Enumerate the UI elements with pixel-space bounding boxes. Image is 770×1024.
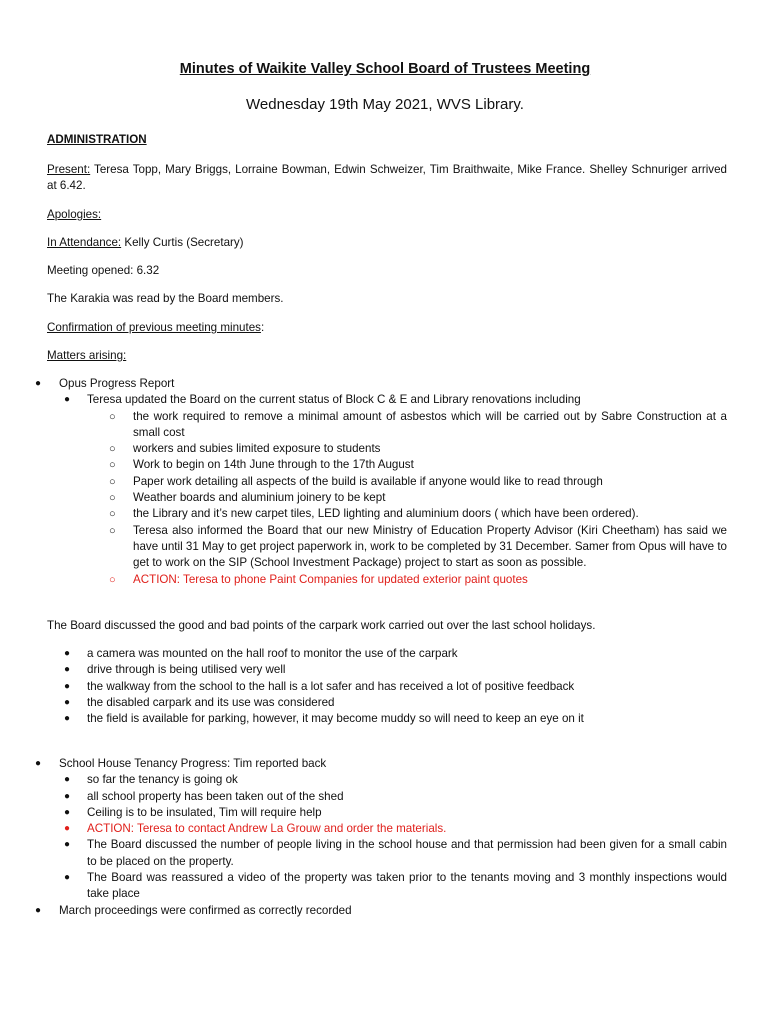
list-item: [41, 695, 727, 711]
bullet-icon: ●: [64, 839, 71, 851]
march-proceedings: March proceedings were confirmed as correctly recorded: [59, 903, 352, 917]
opus-item: the work required to remove a minimal amount of asbestos which will be carried out by Sabre Construction at a small cost: [133, 409, 727, 439]
attendance-label: In Attendance:: [47, 236, 122, 249]
bullet-icon: ●: [64, 664, 71, 676]
list-item: [41, 441, 727, 457]
present-paragraph: [47, 162, 727, 195]
opus-section: [35, 376, 727, 588]
list-item: [41, 457, 727, 473]
apologies-label: Apologies:: [47, 208, 102, 221]
attendance-text: Kelly Curtis (Secretary): [121, 236, 244, 249]
list-item: [41, 474, 727, 490]
opus-action-item: ACTION: Teresa to phone Paint Companies for updated exterior paint quotes: [133, 572, 528, 586]
administration-heading: ADMINISTRATION: [47, 133, 147, 146]
circle-bullet-icon: ○: [109, 459, 116, 472]
list-item: [41, 789, 727, 805]
circle-bullet-icon: ○: [109, 573, 116, 586]
circle-bullet-icon: ○: [109, 492, 116, 505]
opus-item: Weather boards and aluminium joinery to be kept: [133, 491, 386, 505]
document-title: Minutes of Waikite Valley School Board of Trustees Meeting: [179, 61, 591, 77]
tenancy-heading: School House Tenancy Progress: Tim reported back: [59, 757, 327, 770]
opus-item: Work to begin on 14th June through to the 17th August: [133, 458, 414, 472]
bullet-icon: ●: [64, 872, 71, 884]
tenancy-section: [35, 756, 727, 919]
tenancy-item: Ceiling is to be insulated, Tim will require help: [87, 805, 322, 819]
list-item: [41, 490, 727, 506]
confirmation-label: Confirmation of previous meeting minutes: [47, 321, 261, 334]
karakia-note: The Karakia was read by the Board members.: [47, 292, 284, 305]
opus-item: the Library and it’s new carpet tiles, LED lighting and aluminium doors ( which have been ordered).: [133, 507, 639, 521]
carpark-item: a camera was mounted on the hall roof to monitor the use of the carpark: [87, 647, 458, 660]
bullet-icon: ●: [64, 680, 71, 692]
bullet-icon: ●: [64, 790, 71, 802]
circle-bullet-icon: ○: [109, 475, 116, 488]
carpark-item: the field is available for parking, however, it may become muddy so will need to keep an eye on it: [87, 712, 584, 726]
list-item: [41, 409, 727, 442]
opus-item: workers and subies limited exposure to students: [133, 442, 381, 456]
confirmation-paragraph: [47, 320, 727, 336]
present-text: Teresa Topp, Mary Briggs, Lorraine Bowman, Edwin Schweizer, Tim Braithwaite, Mike France. Shelley Schnuriger arrived at 6.42.: [47, 163, 727, 193]
tenancy-item: The Board was reassured a video of the property was taken prior to the tenants moving and 3 monthly inspections would take place: [87, 871, 727, 901]
list-item: [41, 646, 727, 662]
list-item: [41, 772, 727, 788]
list-item: [41, 392, 727, 408]
meeting-date-subtitle: Wednesday 19th May 2021, WVS Library.: [246, 96, 524, 113]
list-item: [41, 711, 727, 727]
opus-update: Teresa updated the Board on the current status of Block C & E and Library renovations including: [87, 393, 581, 407]
circle-bullet-icon: ○: [109, 508, 116, 521]
bullet-icon: ●: [64, 823, 71, 835]
bullet-icon: ●: [35, 758, 42, 769]
bullet-icon: ●: [64, 713, 71, 725]
bullet-icon: ●: [35, 904, 42, 916]
list-item: [41, 805, 727, 821]
list-item: [41, 572, 727, 588]
opus-item: Teresa also informed the Board that our new Ministry of Education Property Advisor (Kiri Cheetham) has said we have until 31 May to get project paperwork in, work to be completed by 31 December. Samer from Opus will have to get to work on the SIP (School Investment Package) project to start as soon as possible.: [133, 523, 727, 570]
list-item: [35, 376, 727, 392]
tenancy-item: so far the tenancy is going ok: [87, 773, 238, 787]
bullet-icon: ●: [35, 378, 42, 389]
confirmation-suffix: :: [260, 321, 265, 334]
carpark-item: the disabled carpark and its use was considered: [87, 695, 335, 709]
bullet-icon: ●: [64, 648, 71, 659]
bullet-icon: ●: [64, 806, 71, 818]
list-item: [41, 679, 727, 695]
present-label: Present:: [47, 163, 91, 176]
list-item: [41, 662, 727, 678]
opus-item: Paper work detailing all aspects of the build is available if anyone would like to read through: [133, 474, 603, 488]
matters-arising-label: Matters arising:: [47, 349, 127, 362]
carpark-item: the walkway from the school to the hall is a lot safer and has received a lot of positive feedback: [87, 679, 575, 693]
list-item: [35, 903, 727, 919]
circle-bullet-icon: ○: [109, 524, 116, 537]
tenancy-item: The Board discussed the number of people living in the school house and that permission had been given for a small cabin to be placed on the property.: [87, 838, 727, 868]
list-item: [41, 870, 727, 903]
bullet-icon: ●: [64, 774, 71, 786]
carpark-item: drive through is being utilised very well: [87, 663, 286, 677]
attendance-paragraph: [47, 235, 727, 251]
carpark-list: [41, 646, 727, 727]
circle-bullet-icon: ○: [109, 410, 116, 423]
tenancy-item: all school property has been taken out of the shed: [87, 789, 344, 803]
list-item: [41, 523, 727, 572]
tenancy-action-item: ACTION: Teresa to contact Andrew La Grouw and order the materials.: [87, 822, 447, 836]
bullet-icon: ●: [64, 696, 71, 708]
bullet-icon: ●: [64, 394, 71, 406]
opus-heading: Opus Progress Report: [59, 377, 175, 390]
meeting-opened: Meeting opened: 6.32: [47, 264, 160, 277]
list-item: [41, 837, 727, 870]
list-item: [35, 756, 727, 772]
circle-bullet-icon: ○: [109, 443, 116, 456]
list-item: [41, 506, 727, 522]
list-item: [41, 821, 727, 837]
carpark-intro: The Board discussed the good and bad points of the carpark work carried out over the last school holidays.: [47, 619, 596, 632]
